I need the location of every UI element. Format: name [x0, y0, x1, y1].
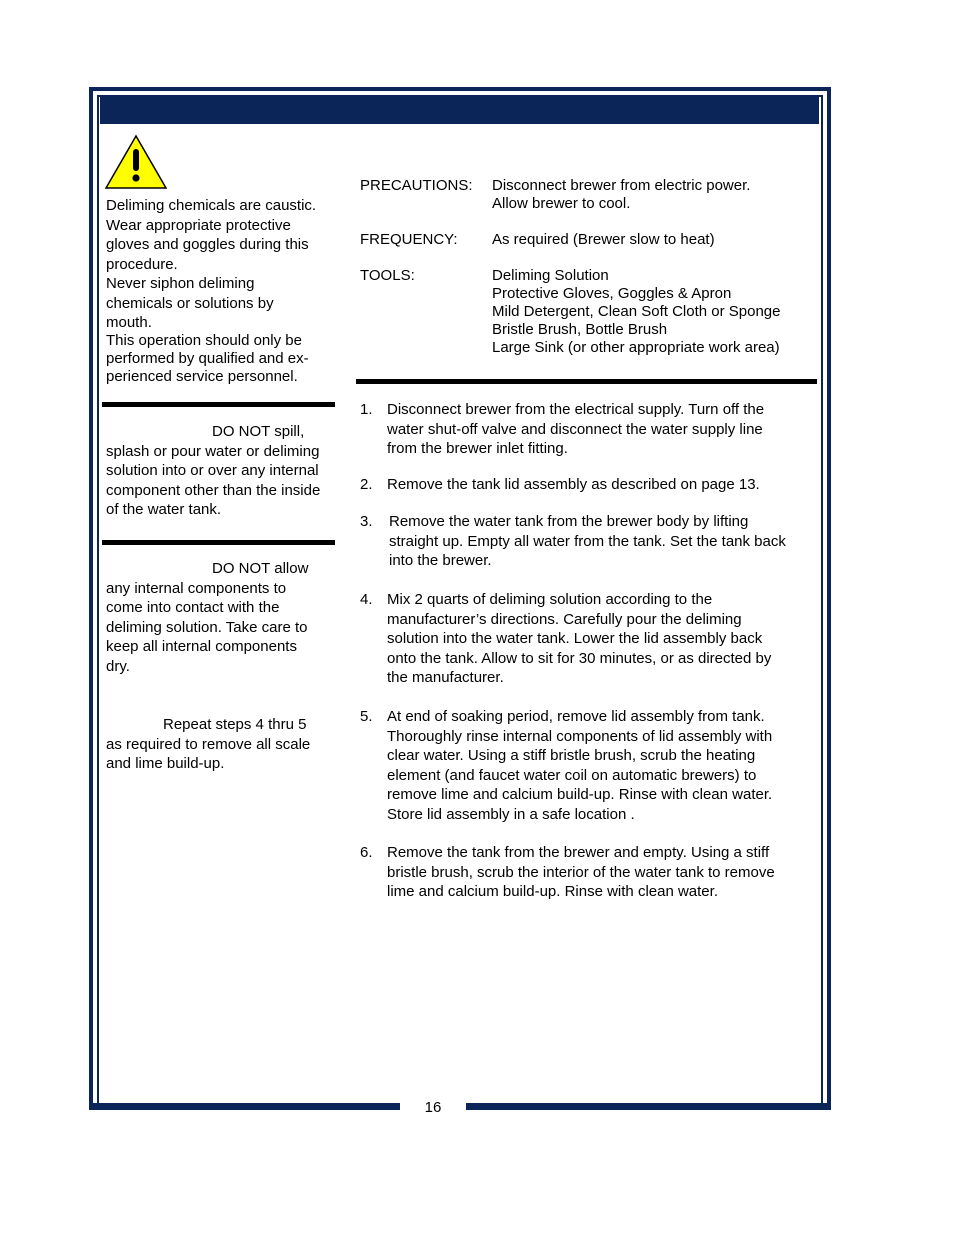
frame-bottom-left — [89, 1103, 402, 1110]
info-label: PRECAUTIONS: — [360, 177, 473, 194]
step-line: Remove the tank from the brewer and empty. Using a stiff — [387, 844, 770, 861]
note-divider — [102, 402, 335, 407]
info-value-line: Mild Detergent, Clean Soft Cloth or Sponge — [492, 303, 781, 320]
step-line: remove lime and calcium build-up. Rinse with clean water. — [387, 786, 773, 803]
step-number: 1. — [360, 401, 373, 418]
step-text — [387, 400, 764, 459]
page-number: 16 — [400, 1098, 466, 1117]
step-number: 5. — [360, 708, 373, 725]
warning-line: performed by qualified and ex- — [106, 350, 309, 367]
step-line: element (and faucet water coil on automatic brewers) to — [387, 766, 757, 784]
step-text — [387, 843, 775, 902]
info-label: FREQUENCY: — [360, 231, 458, 248]
step-line: clear water. Using a stiff bristle brush, scrub the heating — [387, 747, 756, 764]
info-value-line: Deliming Solution — [492, 267, 609, 284]
step-line: into the brewer. — [389, 552, 492, 569]
warning-triangle-icon — [104, 134, 168, 190]
section-header-bar — [100, 96, 819, 124]
note-line: Repeat steps 4 thru 5 — [163, 716, 307, 733]
warning-line: chemicals or solutions by — [106, 294, 274, 312]
step-line: Remove the water tank from the brewer body by lifting — [389, 513, 749, 530]
note-line: any internal components to — [106, 579, 287, 597]
note-line: DO NOT allow — [212, 560, 309, 577]
info-label: TOOLS: — [360, 267, 415, 284]
step-text — [389, 512, 786, 571]
warning-line: mouth. — [106, 314, 152, 331]
step-line: straight up. Empty all water from the tank. Set the tank back — [389, 532, 786, 550]
info-value-line: Protective Gloves, Goggles & Apron — [492, 285, 732, 302]
info-value-line: Bristle Brush, Bottle Brush — [492, 321, 668, 338]
step-line: manufacturer’s directions. Carefully pour the deliming — [387, 610, 742, 628]
step-line: onto the tank. Allow to sit for 30 minutes, or as directed by — [387, 649, 772, 667]
step-line: Thoroughly rinse internal components of lid assembly with — [387, 727, 773, 745]
info-value — [492, 267, 781, 357]
note-line: deliming solution. Take care to — [106, 618, 308, 636]
step-line: lime and calcium build-up. Rinse with clean water. — [387, 883, 718, 900]
note-line: component other than the inside — [106, 481, 321, 499]
note-contact — [106, 559, 308, 676]
info-value — [492, 231, 715, 249]
step-text — [387, 590, 771, 688]
warning-line: This operation should only be — [106, 332, 302, 349]
info-value-line: Disconnect brewer from electric power. — [492, 177, 751, 194]
step-line: from the brewer inlet fitting. — [387, 440, 568, 457]
step-line: Remove the tank lid assembly as described on page 13. — [387, 476, 760, 493]
warning-line: Never siphon deliming — [106, 275, 255, 292]
info-value-line: Allow brewer to cool. — [492, 195, 631, 212]
note-line: dry. — [106, 657, 130, 675]
note-line: solution into or over any internal — [106, 462, 319, 479]
warning-line: Wear appropriate protective — [106, 216, 291, 234]
warning-line: procedure. — [106, 255, 178, 273]
note-line: come into contact with the — [106, 599, 280, 616]
step-line: bristle brush, scrub the interior of the water tank to remove — [387, 863, 775, 881]
step-line: the manufacturer. — [387, 669, 504, 686]
note-line: and lime build-up. — [106, 755, 225, 772]
warning-line: Deliming chemicals are caustic. — [106, 197, 317, 214]
warning-line: gloves and goggles during this — [106, 236, 309, 253]
step-number: 4. — [360, 591, 373, 608]
note-line: splash or pour water or deliming — [106, 442, 320, 460]
step-number: 6. — [360, 844, 373, 861]
step-number: 3. — [360, 513, 373, 530]
note-divider — [102, 540, 335, 545]
step-text — [387, 707, 772, 824]
step-line: water shut-off valve and disconnect the water supply line — [387, 420, 763, 438]
note-line: as required to remove all scale — [106, 735, 311, 753]
frame-bottom-right — [464, 1103, 831, 1110]
info-value-line: Large Sink (or other appropriate work area) — [492, 339, 780, 356]
step-text — [387, 475, 760, 495]
note-line: keep all internal components — [106, 638, 297, 655]
info-value — [492, 177, 750, 213]
step-line: At end of soaking period, remove lid assembly from tank. — [387, 708, 765, 725]
procedure-divider — [356, 379, 817, 384]
note-line: DO NOT spill, — [212, 423, 305, 440]
warning-text — [106, 196, 316, 385]
step-line: solution into the water tank. Lower the lid assembly back — [387, 630, 763, 647]
note-repeat — [106, 715, 310, 774]
step-number: 2. — [360, 476, 373, 493]
note-spill — [106, 422, 320, 520]
step-line: Store lid assembly in a safe location . — [387, 805, 635, 823]
warning-line: perienced service personnel. — [106, 368, 298, 385]
info-value-line: As required (Brewer slow to heat) — [492, 231, 715, 248]
step-line: Mix 2 quarts of deliming solution according to the — [387, 591, 713, 608]
note-line: of the water tank. — [106, 501, 222, 518]
step-line: Disconnect brewer from the electrical supply. Turn off the — [387, 401, 765, 418]
